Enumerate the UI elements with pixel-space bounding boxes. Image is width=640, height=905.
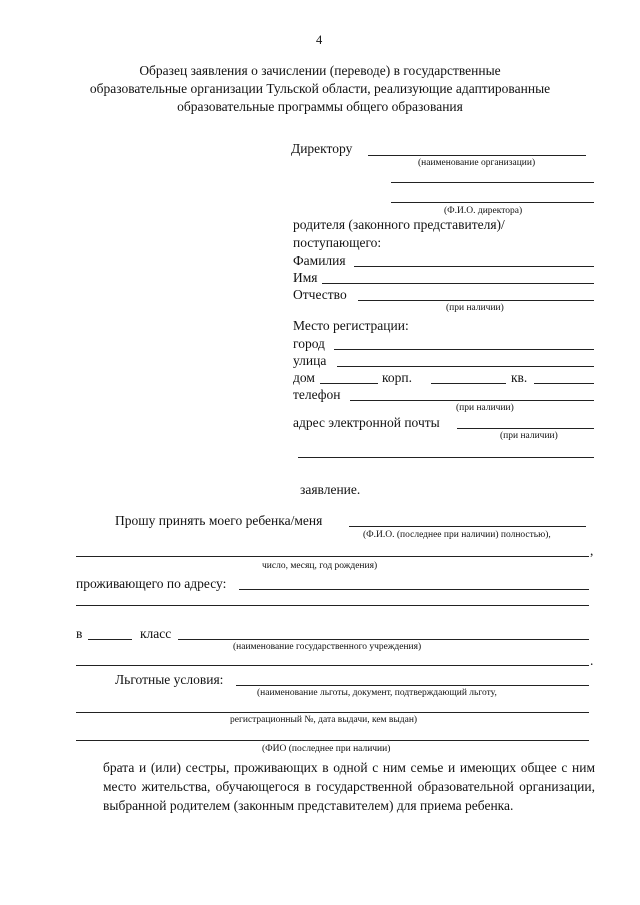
director-fio-caption: (Ф.И.О. директора) bbox=[444, 206, 523, 216]
sibling-field[interactable] bbox=[76, 740, 589, 741]
surname-field[interactable] bbox=[354, 266, 594, 267]
benefit-caption: (наименование льготы, документ, подтверждающий льготу, bbox=[257, 688, 497, 698]
address-label: проживающего по адресу: bbox=[76, 576, 227, 591]
street-field[interactable] bbox=[337, 366, 594, 367]
document-title-line-1: Образец заявления о зачислении (переводе) в государственные bbox=[139, 63, 501, 78]
document-title-line-2: образовательные организации Тульской области, реализующие адаптированные bbox=[89, 81, 551, 96]
email-caption: (при наличии) bbox=[500, 431, 558, 441]
surname-label: Фамилия bbox=[293, 253, 346, 268]
institution-field-2[interactable] bbox=[76, 665, 589, 666]
benefits-field[interactable] bbox=[236, 685, 589, 686]
page-number: 4 bbox=[316, 33, 323, 47]
address-field[interactable] bbox=[239, 589, 589, 590]
institution-caption: (наименование государственного учреждения) bbox=[233, 642, 422, 652]
child-fio-field[interactable] bbox=[349, 526, 586, 527]
final-paragraph: брата и (или) сестры, проживающих в одной с ним семье и имеющих общее с ним место жительства, обучающегося в государственной образовательной организации, выбранной родителем (законным представителем) для приема ребенка. bbox=[103, 760, 595, 813]
benefits-field-2[interactable] bbox=[76, 712, 589, 713]
phone-field[interactable] bbox=[350, 400, 594, 401]
sibling-caption: (ФИО (последнее при наличии) bbox=[262, 744, 391, 754]
birth-date-caption: число, месяц, год рождения) bbox=[262, 561, 378, 571]
parent-label-line-2: поступающего: bbox=[293, 235, 382, 250]
email-label: адрес электронной почты bbox=[293, 415, 440, 430]
registration-number-caption: регистрационный №, дата выдачи, кем выдан) bbox=[230, 715, 418, 725]
document-title-line-3: образовательные программы общего образования bbox=[177, 99, 463, 114]
child-fio-field-2[interactable] bbox=[76, 556, 589, 557]
city-field[interactable] bbox=[334, 349, 594, 350]
comma: , bbox=[590, 543, 594, 558]
director-fio-field-1[interactable] bbox=[391, 182, 594, 183]
request-text: Прошу принять моего ребенка/меня bbox=[115, 513, 323, 528]
email-extra-field[interactable] bbox=[298, 457, 594, 458]
house-label: дом bbox=[293, 370, 315, 385]
parent-label-line-1: родителя (законного представителя)/ bbox=[293, 217, 505, 232]
building-label: корп. bbox=[382, 370, 412, 385]
class-label: класс bbox=[140, 626, 172, 641]
patronymic-label: Отчество bbox=[293, 287, 347, 302]
apartment-field[interactable] bbox=[534, 383, 594, 384]
phone-caption: (при наличии) bbox=[456, 403, 514, 413]
director-fio-field-2[interactable] bbox=[391, 202, 594, 203]
period: . bbox=[590, 653, 594, 668]
phone-label: телефон bbox=[293, 387, 341, 402]
address-field-2[interactable] bbox=[76, 605, 589, 606]
city-label: город bbox=[293, 336, 325, 351]
email-field[interactable] bbox=[457, 428, 594, 429]
name-field[interactable] bbox=[322, 283, 594, 284]
benefits-label: Льготные условия: bbox=[115, 672, 224, 687]
child-fio-caption: (Ф.И.О. (последнее при наличии) полностью), bbox=[363, 530, 551, 540]
patronymic-field[interactable] bbox=[358, 300, 594, 301]
street-label: улица bbox=[293, 353, 327, 368]
director-label: Директору bbox=[291, 141, 353, 156]
building-field[interactable] bbox=[431, 383, 506, 384]
organization-caption: (наименование организации) bbox=[418, 158, 536, 168]
house-field[interactable] bbox=[320, 383, 378, 384]
organization-field[interactable] bbox=[368, 155, 586, 156]
registration-label: Место регистрации: bbox=[293, 318, 409, 333]
patronymic-caption: (при наличии) bbox=[446, 303, 504, 313]
in-label: в bbox=[76, 626, 83, 641]
institution-field[interactable] bbox=[178, 639, 589, 640]
name-label: Имя bbox=[293, 270, 318, 285]
grade-field[interactable] bbox=[88, 639, 132, 640]
apartment-label: кв. bbox=[511, 370, 528, 385]
statement-heading: заявление. bbox=[300, 482, 361, 497]
